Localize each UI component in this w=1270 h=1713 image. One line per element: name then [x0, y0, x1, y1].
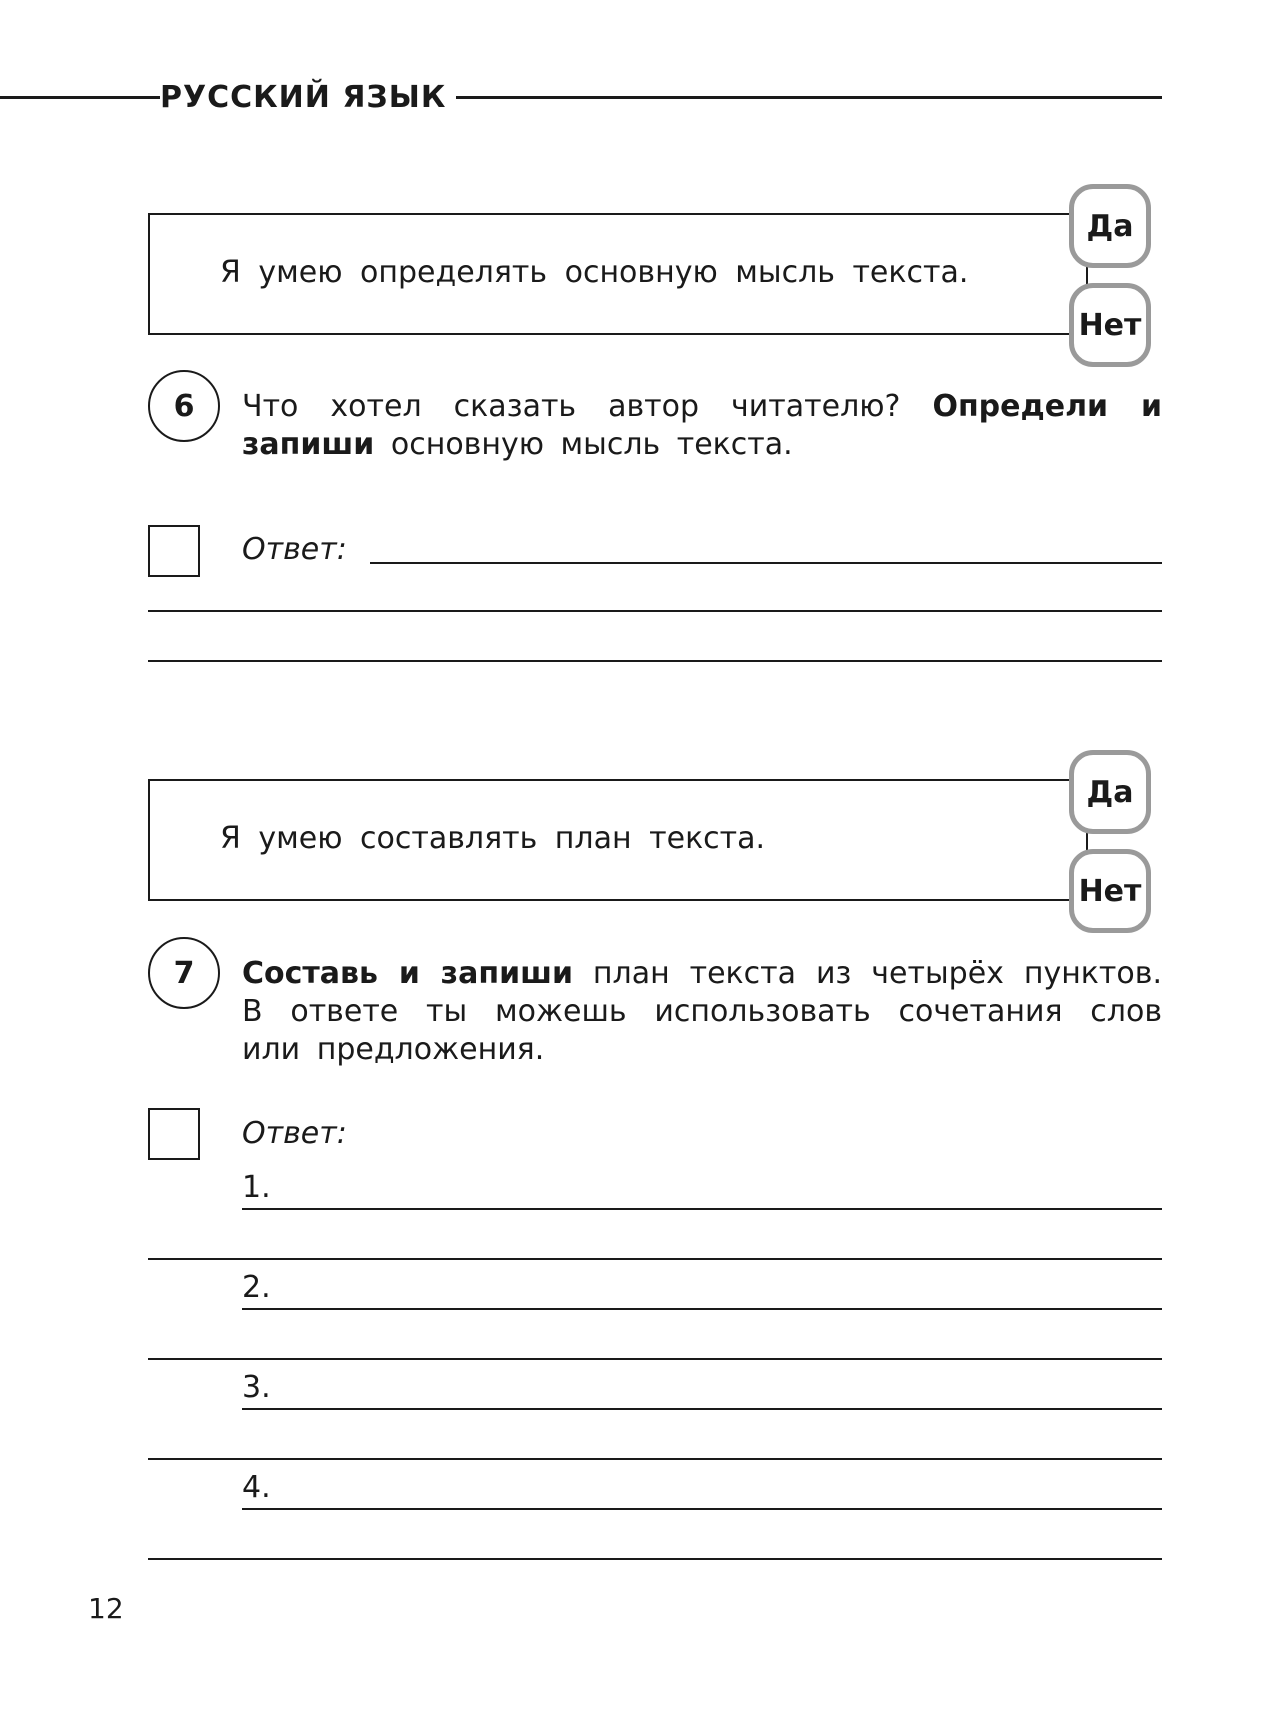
- answer-line[interactable]: [148, 1224, 1162, 1260]
- plan-item-number: 1.: [242, 1170, 271, 1205]
- task-text-bold: Составь и запиши: [242, 956, 573, 991]
- subject-title: РУССКИЙ ЯЗЫК: [160, 80, 456, 115]
- task-instruction: [242, 388, 1162, 464]
- answer-line[interactable]: [148, 1324, 1162, 1360]
- plan-item-line[interactable]: [242, 1374, 1162, 1410]
- skill-statement-text: Я умею составлять план текста.: [220, 821, 766, 856]
- answer-checkbox[interactable]: [148, 1108, 200, 1160]
- plan-item-line[interactable]: [242, 1174, 1162, 1210]
- page-number: 12: [88, 1592, 124, 1625]
- skill-statement-box: [148, 213, 1088, 335]
- skill-statement-text: Я умею определять основную мысль текста.: [220, 255, 969, 290]
- task-text-plain: Что хотел сказать автор читателю?: [242, 389, 901, 424]
- skill-statement-box: [148, 779, 1088, 901]
- plan-item-number: 4.: [242, 1470, 271, 1505]
- task-text-plain: план текста из четырёх пунктов. В ответе ты можешь использовать сочетания слов или предложения.: [242, 956, 1162, 1067]
- plan-item-number: 2.: [242, 1270, 271, 1305]
- answer-checkbox[interactable]: [148, 525, 200, 577]
- answer-line[interactable]: [370, 528, 1162, 564]
- answer-line[interactable]: [148, 1524, 1162, 1560]
- answer-label: Ответ:: [242, 532, 347, 567]
- answer-line[interactable]: [148, 626, 1162, 662]
- task-instruction: [242, 955, 1162, 1069]
- no-option[interactable]: Нет: [1069, 849, 1151, 933]
- answer-label: Ответ:: [242, 1116, 347, 1151]
- task-text-plain: основную мысль текста.: [390, 427, 793, 462]
- answer-line[interactable]: [148, 576, 1162, 612]
- task-number-badge: 6: [148, 370, 220, 442]
- plan-item-line[interactable]: [242, 1474, 1162, 1510]
- plan-item-number: 3.: [242, 1370, 271, 1405]
- plan-item-line[interactable]: [242, 1274, 1162, 1310]
- no-option[interactable]: Нет: [1069, 283, 1151, 367]
- task-number-badge: 7: [148, 937, 220, 1009]
- answer-line[interactable]: [148, 1424, 1162, 1460]
- yes-option[interactable]: Да: [1069, 750, 1151, 834]
- yes-option[interactable]: Да: [1069, 184, 1151, 268]
- task-text-bold: Определи и запиши: [242, 389, 1162, 462]
